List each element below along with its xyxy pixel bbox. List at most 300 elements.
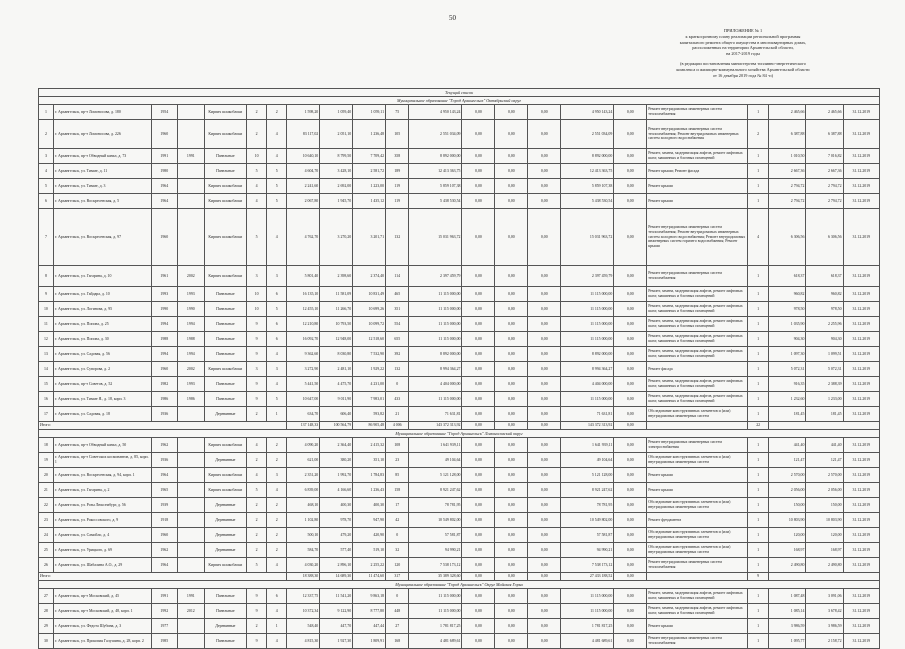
year-built: 1986 <box>151 392 178 407</box>
cost-owners: 11 115 000,00 <box>561 302 614 317</box>
address: г. Архангельск, пр-т Советских космонавтов, д. 85, корп. 1 <box>53 453 151 468</box>
cost-other: 0,00 <box>614 105 647 120</box>
section-row <box>39 89 880 97</box>
max-unit-cost: 2 667,36 <box>806 164 843 179</box>
residents: 42 <box>386 513 409 528</box>
cost-owners: 8 892 000,00 <box>561 149 614 164</box>
living-area: 1 992,70 <box>320 468 353 483</box>
residential-area: 10 099,72 <box>353 317 386 332</box>
section-title: Муниципальное образование "Город Архангельск" Ломоносовский округ <box>39 430 880 438</box>
cost-municipal: 0,00 <box>528 468 561 483</box>
cost-federal: 0,00 <box>462 362 495 377</box>
floors: 5 <box>247 164 267 179</box>
cost-federal: 0,00 <box>462 317 495 332</box>
living-area: 4 475,70 <box>320 377 353 392</box>
residents: 105 <box>386 120 409 149</box>
row-number: 30 <box>39 634 54 649</box>
cost-other: 0,00 <box>614 179 647 194</box>
total-area: 4 604,70 <box>287 164 320 179</box>
cost-federal: 0,00 <box>462 209 495 266</box>
cost-municipal: 0,00 <box>528 164 561 179</box>
cost-other: 0,00 <box>614 347 647 362</box>
cost-federal: 0,00 <box>462 266 495 287</box>
work-type: Ремонт, замена, модернизация лифтов, ремонт лифтовых шахт, машинных и блочных помещений <box>647 302 748 317</box>
living-area: 8 030,80 <box>320 347 353 362</box>
cost-municipal: 0,00 <box>528 317 561 332</box>
floors: 2 <box>247 105 267 120</box>
cost-regional: 0,00 <box>495 287 528 302</box>
residents: 358 <box>386 149 409 164</box>
total-area: 10 640,10 <box>287 149 320 164</box>
cost-municipal: 0,00 <box>528 179 561 194</box>
cost-other: 0,00 <box>614 209 647 266</box>
deadline: 31.12.2019 <box>843 619 879 634</box>
max-unit-cost: 1 233,00 <box>806 392 843 407</box>
cost-municipal: 0,00 <box>528 589 561 604</box>
work-type: Ремонт, замена, модернизация лифтов, ремонт лифтовых шахт, машинных и блочных помещений <box>647 332 748 347</box>
living-area: 577,40 <box>320 543 353 558</box>
cost-regional: 0,00 <box>495 558 528 573</box>
total-row <box>39 573 880 581</box>
residential-area: 7 983,01 <box>353 392 386 407</box>
row-number: 14 <box>39 362 54 377</box>
cost-regional: 0,00 <box>495 407 528 422</box>
table-row <box>39 194 880 209</box>
section-row <box>39 430 880 438</box>
cost-federal: 0,00 <box>462 634 495 649</box>
living-area: 380,20 <box>320 453 353 468</box>
year-built: 1985 <box>151 634 178 649</box>
cost-regional: 0,00 <box>495 209 528 266</box>
floors: 4 <box>247 468 267 483</box>
max-unit-cost: 978,50 <box>806 302 843 317</box>
address: г. Архангельск, ул. Воскресенская, д. 5 <box>53 194 151 209</box>
deadline: 31.12.2019 <box>843 468 879 483</box>
header-line: от 16 декабря 2019 года № 84 -п) <box>712 72 774 78</box>
deadline: 31.12.2019 <box>843 604 879 619</box>
floors: 5 <box>247 483 267 498</box>
unit-cost: 2 465,66 <box>769 105 806 120</box>
total-area: 12 455,10 <box>287 302 320 317</box>
cost-other: 0,00 <box>614 619 647 634</box>
cost-total: 11 115 000,00 <box>409 604 462 619</box>
cost-federal: 0,00 <box>462 164 495 179</box>
year-renovated: 2002 <box>178 266 205 287</box>
repair-plan-table <box>38 88 880 649</box>
cost-owners: 2 551 034,09 <box>561 120 614 149</box>
year-built: 1993 <box>151 287 178 302</box>
cost-municipal: 0,00 <box>528 302 561 317</box>
work-type: Ремонт внутридомовых инженерных систем теплоснабжения <box>647 266 748 287</box>
cost-other: 0,00 <box>614 407 647 422</box>
residential-area: 519,10 <box>353 543 386 558</box>
table-row <box>39 619 880 634</box>
wall-material: Панельные <box>204 589 246 604</box>
residential-area: 420,90 <box>353 528 386 543</box>
residents: 108 <box>386 438 409 453</box>
table-row <box>39 347 880 362</box>
cost-federal: 0,00 <box>462 558 495 573</box>
entrances: 5 <box>267 392 287 407</box>
unit-cost: 1 095,77 <box>769 634 806 649</box>
entrances: 4 <box>267 604 287 619</box>
unit-cost: 181,45 <box>769 407 806 422</box>
total-area: 634,70 <box>287 407 320 422</box>
total-area: 548,40 <box>287 619 320 634</box>
cost-total: 57 581,87 <box>409 528 462 543</box>
wall-material: Кирпич шлакоблоки <box>204 483 246 498</box>
floors: 4 <box>247 179 267 194</box>
entrances: 2 <box>267 498 287 513</box>
year-built: 1961 <box>151 266 178 287</box>
year-renovated <box>178 513 205 528</box>
living-area: 479,20 <box>320 528 353 543</box>
residential-area: 447,44 <box>353 619 386 634</box>
work-count: 1 <box>748 149 769 164</box>
table-row <box>39 266 880 287</box>
work-type: Ремонт внутридомовых инженерных систем теплоснабжения <box>647 634 748 649</box>
total-empty <box>769 422 880 430</box>
work-count: 1 <box>748 498 769 513</box>
year-renovated <box>178 120 205 149</box>
header-line: (в редакции постановления министерства топливно-энергетического <box>680 60 806 66</box>
unit-cost: 1 010,50 <box>769 149 806 164</box>
address: г. Архангельск, ул. Садовая, д. 56 <box>53 347 151 362</box>
living-area: 1 945,70 <box>320 194 353 209</box>
year-renovated <box>178 528 205 543</box>
address: г. Архангельск, ул. Гайдара, д. 10 <box>53 287 151 302</box>
residents: 21 <box>386 407 409 422</box>
work-count: 1 <box>748 619 769 634</box>
year-renovated: 2002 <box>178 362 205 377</box>
cost-owners: 5 121 128,00 <box>561 468 614 483</box>
year-renovated <box>178 105 205 120</box>
cost-other: 0,00 <box>614 528 647 543</box>
wall-material: Кирпич шлакоблоки <box>204 266 246 287</box>
cost-total: 5 859 107,38 <box>409 179 462 194</box>
residential-area: 9 863,18 <box>353 589 386 604</box>
address: г. Архангельск, пр-т Ломоносова, д. 226 <box>53 120 151 149</box>
cost-other: 0,00 <box>614 317 647 332</box>
living-area: 10 793,50 <box>320 317 353 332</box>
deadline: 31.12.2019 <box>843 558 879 573</box>
cost-federal: 0,00 <box>462 438 495 453</box>
work-type: Ремонт, замена, модернизация лифтов, ремонт лифтовых шахт, машинных и блочных помещений <box>647 347 748 362</box>
floors: 10 <box>247 149 267 164</box>
entrances: 2 <box>267 105 287 120</box>
work-type: Ремонт фасада <box>647 362 748 377</box>
table-row <box>39 105 880 120</box>
cost-municipal: 0,00 <box>528 604 561 619</box>
cost-owners: 5 859 107,38 <box>561 179 614 194</box>
deadline: 31.12.2019 <box>843 105 879 120</box>
section-title: Муниципальное образование "Город Архангельск" Округ Майская Горка <box>39 581 880 589</box>
row-number: 2 <box>39 120 54 149</box>
work-count: 1 <box>748 558 769 573</box>
wall-material: Деревянные <box>204 407 246 422</box>
cost-other: 0,00 <box>614 287 647 302</box>
table-row <box>39 543 880 558</box>
wall-material: Панельные <box>204 302 246 317</box>
cost-municipal: 0,00 <box>528 149 561 164</box>
cost-municipal: 0,00 <box>528 498 561 513</box>
table-row <box>39 634 880 649</box>
section-title: Муниципальное образование "Город Архангельск" Октябрьский округ <box>39 97 880 105</box>
cost-owners: 8 921 247,62 <box>561 483 614 498</box>
cost-owners: 12 413 363,75 <box>561 164 614 179</box>
row-number: 20 <box>39 468 54 483</box>
max-unit-cost: 3 091,06 <box>806 589 843 604</box>
living-area: 2 692,00 <box>320 179 353 194</box>
entrances: 6 <box>267 317 287 332</box>
address: г. Архангельск, ул. Тимме, д. 3 <box>53 179 151 194</box>
deadline: 31.12.2019 <box>843 498 879 513</box>
year-renovated <box>178 619 205 634</box>
cost-municipal: 0,00 <box>528 558 561 573</box>
cost-federal: 0,00 <box>462 149 495 164</box>
address: г. Архангельск, ул. Прокопия Галушина, д. 28, корп. 2 <box>53 634 151 649</box>
residential-area: 1 809,91 <box>353 634 386 649</box>
year-renovated: 1991 <box>178 149 205 164</box>
page-number: 50 <box>449 14 456 22</box>
cost-federal: 0,00 <box>462 179 495 194</box>
header-line: ПРИЛОЖЕНИЕ № 1 <box>723 28 763 33</box>
cost-regional: 0,00 <box>495 392 528 407</box>
work-count: 2 <box>748 120 769 149</box>
residential-area: 2 581,72 <box>353 164 386 179</box>
unit-cost: 6 387,88 <box>769 120 806 149</box>
work-type: Ремонт фундамента <box>647 513 748 528</box>
total-area: 4 030,20 <box>287 558 320 573</box>
year-renovated: 1990 <box>178 302 205 317</box>
residents: 132 <box>386 209 409 266</box>
work-type: Ремонт внутридомовых инженерных систем электроснабжения <box>647 438 748 453</box>
floors: 3 <box>247 266 267 287</box>
cost-federal: 0,00 <box>462 120 495 149</box>
entrances: 4 <box>267 209 287 266</box>
max-unit-cost: 441,40 <box>806 438 843 453</box>
cost-total: 8 892 000,00 <box>409 149 462 164</box>
total-value: 14 689,30 <box>320 573 353 581</box>
cost-other: 0,00 <box>614 266 647 287</box>
total-empty <box>769 573 880 581</box>
year-renovated <box>178 453 205 468</box>
residents: 85 <box>386 468 409 483</box>
cost-regional: 0,00 <box>495 498 528 513</box>
residents: 119 <box>386 194 409 209</box>
living-area: 3 270,20 <box>320 209 353 266</box>
deadline: 31.12.2019 <box>843 179 879 194</box>
wall-material: Панельные <box>204 287 246 302</box>
year-built: 1980 <box>151 164 178 179</box>
address: г. Архангельск, ул. Шабалина А.О., д. 29 <box>53 558 151 573</box>
table-row <box>39 302 880 317</box>
entrances: 5 <box>267 164 287 179</box>
work-count: 1 <box>748 589 769 604</box>
work-count: 1 <box>748 377 769 392</box>
entrances: 4 <box>267 558 287 573</box>
year-built: 1977 <box>151 619 178 634</box>
wall-material: Панельные <box>204 604 246 619</box>
cost-municipal: 0,00 <box>528 362 561 377</box>
address: г. Архангельск, пр-т Ломоносова, д. 180 <box>53 105 151 120</box>
entrances: 5 <box>267 179 287 194</box>
year-built: 1918 <box>151 513 178 528</box>
total-area: 10 372,34 <box>287 604 320 619</box>
work-count: 1 <box>748 453 769 468</box>
cost-total: 2 551 034,09 <box>409 120 462 149</box>
work-type: Ремонт крыши <box>647 619 748 634</box>
work-count: 1 <box>748 266 769 287</box>
cost-municipal: 0,00 <box>528 332 561 347</box>
max-unit-cost: 2 490,80 <box>806 558 843 573</box>
cost-owners: 8 892 000,00 <box>561 347 614 362</box>
cost-regional: 0,00 <box>495 332 528 347</box>
residents: 0 <box>386 589 409 604</box>
work-type: Обследование конструктивных элементов и (или) внутридомовых инженерных систем <box>647 498 748 513</box>
table-row <box>39 317 880 332</box>
work-count: 1 <box>748 179 769 194</box>
cost-regional: 0,00 <box>495 453 528 468</box>
residential-area: 400,30 <box>353 498 386 513</box>
total-value: 9 <box>748 573 769 581</box>
entrances: 4 <box>267 634 287 649</box>
cost-total: 4 481 689,61 <box>409 634 462 649</box>
year-renovated <box>178 209 205 266</box>
wall-material: Деревянные <box>204 498 246 513</box>
work-type: Ремонт, замена, модернизация лифтов, ремонт лифтовых шахт, машинных и блочных помещений <box>647 589 748 604</box>
cost-other: 0,00 <box>614 149 647 164</box>
row-number: 28 <box>39 604 54 619</box>
residents: 465 <box>386 287 409 302</box>
floors: 2 <box>247 453 267 468</box>
max-unit-cost: 960,82 <box>806 287 843 302</box>
floors: 2 <box>247 407 267 422</box>
entrances: 2 <box>267 453 287 468</box>
cost-regional: 0,00 <box>495 483 528 498</box>
cost-municipal: 0,00 <box>528 483 561 498</box>
living-area: 12 948,00 <box>320 332 353 347</box>
deadline: 31.12.2019 <box>843 438 879 453</box>
row-number: 17 <box>39 407 54 422</box>
residents: 554 <box>386 317 409 332</box>
cost-owners: 78 781,95 <box>561 498 614 513</box>
cost-total: 11 115 000,00 <box>409 392 462 407</box>
work-count: 1 <box>748 604 769 619</box>
year-built: 1964 <box>151 468 178 483</box>
cost-other: 0,00 <box>614 589 647 604</box>
cost-regional: 0,00 <box>495 619 528 634</box>
living-area: 1 927,30 <box>320 634 353 649</box>
deadline: 31.12.2019 <box>843 543 879 558</box>
cost-total: 11 115 000,00 <box>409 287 462 302</box>
unit-cost: 1 085,14 <box>769 604 806 619</box>
table-row <box>39 149 880 164</box>
table-row <box>39 120 880 149</box>
cost-owners: 57 581,87 <box>561 528 614 543</box>
table-row <box>39 209 880 266</box>
cost-owners: 11 115 000,00 <box>561 287 614 302</box>
floors: 5 <box>247 558 267 573</box>
row-number: 29 <box>39 619 54 634</box>
floors: 9 <box>247 317 267 332</box>
wall-material: Панельные <box>204 347 246 362</box>
entrances: 2 <box>267 528 287 543</box>
row-number: 22 <box>39 498 54 513</box>
cost-other: 0,00 <box>614 438 647 453</box>
row-number: 6 <box>39 194 54 209</box>
living-area: 2 364,40 <box>320 438 353 453</box>
table-row <box>39 179 880 194</box>
row-number: 1 <box>39 105 54 120</box>
year-renovated <box>178 543 205 558</box>
table-row <box>39 362 880 377</box>
cost-municipal: 0,00 <box>528 120 561 149</box>
cost-federal: 0,00 <box>462 302 495 317</box>
row-number: 10 <box>39 302 54 317</box>
year-renovated <box>178 164 205 179</box>
header-line: на 2017-2019 годы <box>726 51 760 57</box>
cost-federal: 0,00 <box>462 377 495 392</box>
unit-cost: 10 803,90 <box>769 513 806 528</box>
entrances: 4 <box>267 347 287 362</box>
residents: 119 <box>386 179 409 194</box>
cost-total: 4 404 000,00 <box>409 377 462 392</box>
cost-federal: 0,00 <box>462 543 495 558</box>
row-number: 27 <box>39 589 54 604</box>
wall-material: Кирпич шлакоблоки <box>204 558 246 573</box>
total-value: 4 006 <box>386 422 409 430</box>
total-empty <box>647 422 748 430</box>
max-unit-cost: 181,45 <box>806 407 843 422</box>
address: г. Архангельск, ул. Самойло, д. 4 <box>53 528 151 543</box>
cost-federal: 0,00 <box>462 332 495 347</box>
cost-federal: 0,00 <box>462 619 495 634</box>
row-number: 19 <box>39 453 54 468</box>
address: г. Архангельск, пр-т Московский, д. 48, корп. 1 <box>53 604 151 619</box>
cost-total: 11 115 000,00 <box>409 302 462 317</box>
residential-area: 2 374,40 <box>353 266 386 287</box>
unit-cost: 6 306,56 <box>769 209 806 266</box>
residential-area: 1 929,22 <box>353 362 386 377</box>
unit-cost: 1 232,60 <box>769 392 806 407</box>
living-area: 978,70 <box>320 513 353 528</box>
residents: 168 <box>386 634 409 649</box>
living-area: 3 428,10 <box>320 164 353 179</box>
total-value: 0,00 <box>528 573 561 581</box>
cost-regional: 0,00 <box>495 513 528 528</box>
cost-other: 0,00 <box>614 392 647 407</box>
living-area: 2 051,10 <box>320 120 353 149</box>
deadline: 31.12.2019 <box>843 634 879 649</box>
row-number: 9 <box>39 287 54 302</box>
work-count: 1 <box>748 302 769 317</box>
year-built: 1990 <box>151 302 178 317</box>
wall-material: Деревянные <box>204 619 246 634</box>
floors: 3 <box>247 362 267 377</box>
cost-total: 8 994 364,27 <box>409 362 462 377</box>
cost-owners: 4 404 000,00 <box>561 377 614 392</box>
total-value: 18 388,30 <box>287 573 320 581</box>
max-unit-cost: 2 056,00 <box>806 483 843 498</box>
work-type: Обследование конструктивных элементов и (или) внутридомовых инженерных систем <box>647 528 748 543</box>
residential-area: 1 236,43 <box>353 483 386 498</box>
year-built: 1988 <box>151 332 178 347</box>
total-label: Итого: <box>39 573 287 581</box>
year-renovated: 1994 <box>178 347 205 362</box>
row-number: 24 <box>39 528 54 543</box>
address: г. Архангельск, ул. Урицкого, д. 69 <box>53 543 151 558</box>
